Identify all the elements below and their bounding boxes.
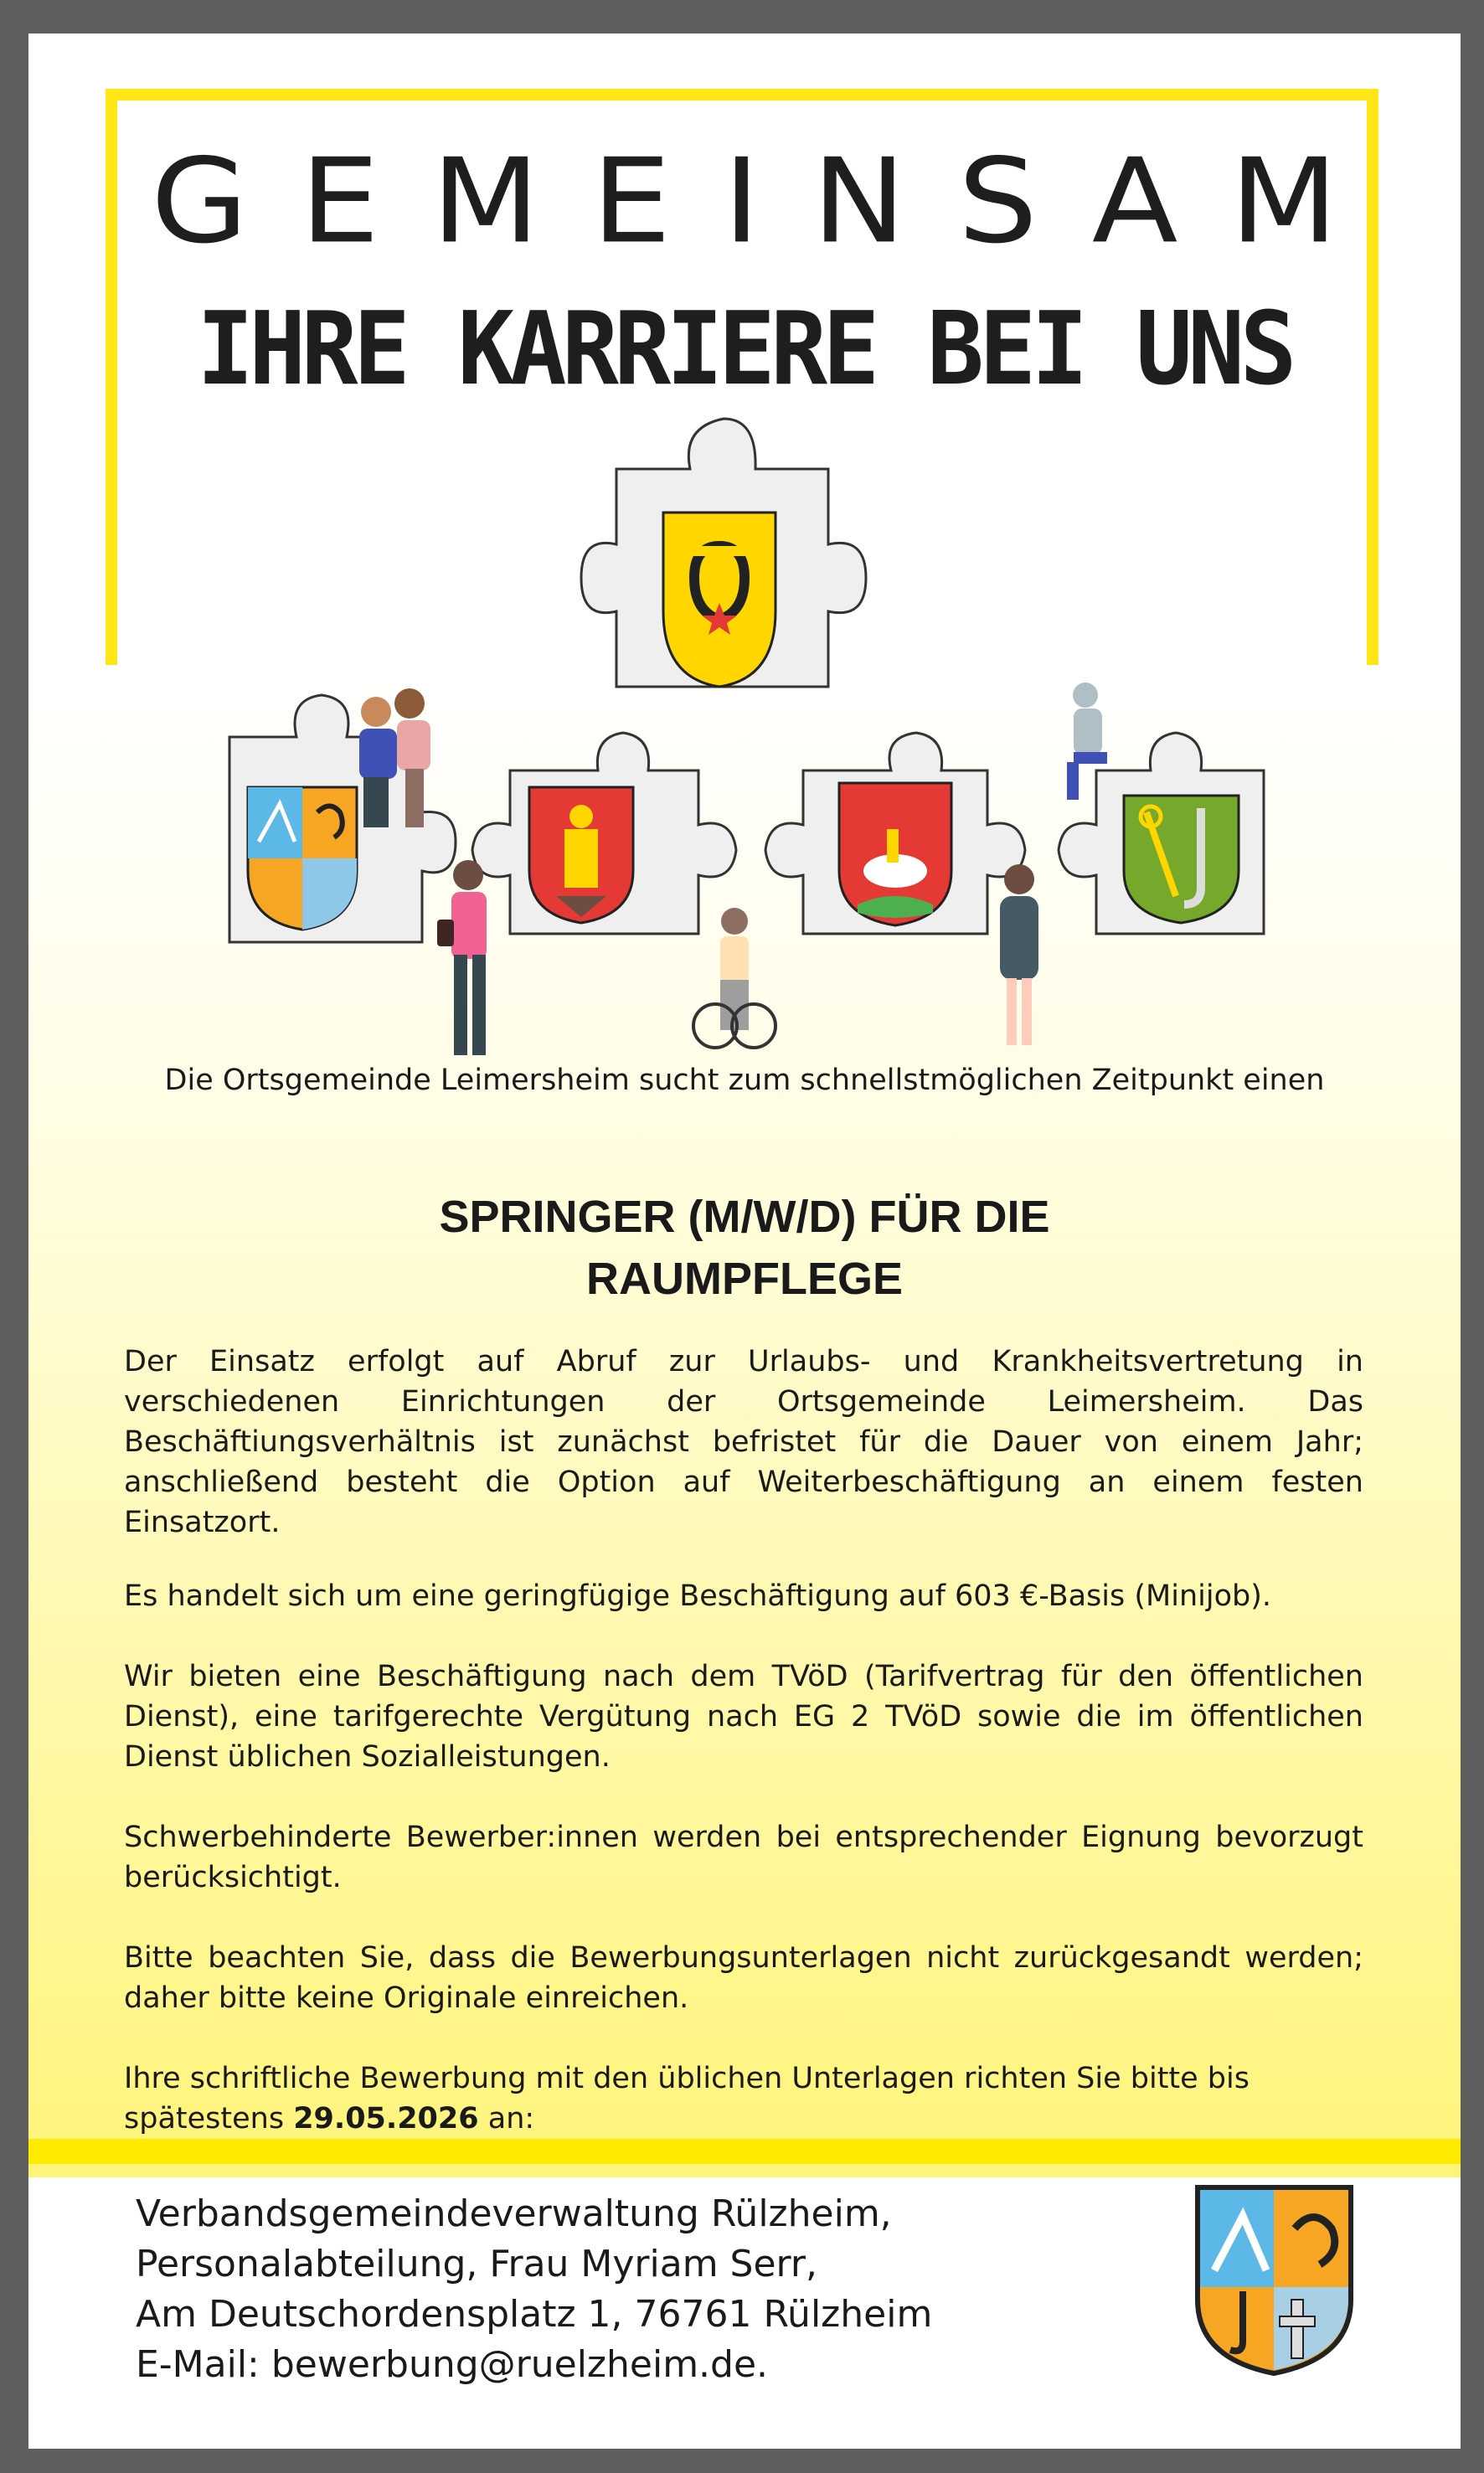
address-line-3: Am Deutschordensplatz 1, 76761 Rülzheim xyxy=(136,2293,933,2336)
paragraph-disability: Schwerbehinderte Bewerber:innen werden bei entsprechender Eignung bevorzugt berücksichtigt. xyxy=(124,1821,1363,1894)
wheelchair-user-figure xyxy=(693,908,775,1048)
rider-crest-icon xyxy=(839,783,951,925)
contact-address xyxy=(136,2189,932,2390)
paragraph-documents: Bitte beachten Sie, dass die Bewerbungsunterlagen nicht zurückgesandt werden; daher bitte keine Originale einreichen. xyxy=(124,1941,1363,2015)
address-line-2: Personalabteilung, Frau Myriam Serr, xyxy=(136,2243,817,2285)
puzzle-piece-rider xyxy=(765,733,1025,934)
horseshoe-crest-icon xyxy=(663,513,775,687)
woman-figure xyxy=(1000,864,1038,1045)
puzzle-illustration xyxy=(28,33,1461,1055)
yellow-divider-band xyxy=(28,2139,1461,2164)
paragraph-assignment: Der Einsatz erfolgt auf Abruf zur Urlaubs- und Krankheitsvertretung in verschiedenen Einrichtungen der Ortsgemeinde Leimersheim. Das Beschäftiungsverhältnis ist zunächst befristet für die Dauer von einem Jahr; anschließend besteht die Option auf Weiterbeschäftigung an einem festen Einsatzort. xyxy=(124,1345,1363,1539)
puzzle-piece-horseshoe xyxy=(581,419,866,687)
address-email[interactable]: E-Mail: bewerbung@ruelzheim.de. xyxy=(136,2343,769,2386)
puzzle-piece-saint xyxy=(472,733,736,934)
job-title xyxy=(28,1186,1461,1310)
crozier-crest-icon xyxy=(1124,796,1239,923)
intro-text: Die Ortsgemeinde Leimersheim sucht zum schnellstmöglichen Zeitpunkt einen xyxy=(164,1064,1325,1097)
headline-subtitle: IHRE KARRIERE BEI UNS xyxy=(197,291,1292,408)
job-poster xyxy=(28,33,1461,2449)
headline-title: GEMEINSAM xyxy=(151,134,1390,270)
saint-crest-icon xyxy=(529,787,633,923)
ruelzheim-crest-icon xyxy=(1193,2182,1356,2379)
deadline-suffix: an: xyxy=(478,2102,535,2136)
deadline-date: 29.05.2026 xyxy=(293,2102,479,2136)
paragraph-minijob: Es handelt sich um eine geringfügige Beschäftigung auf 603 €-Basis (Minijob). xyxy=(124,1579,1271,1613)
paragraph-deadline xyxy=(124,2058,1363,2139)
job-title-line1: SPRINGER (M/W/D) FÜR DIE xyxy=(439,1192,1050,1242)
ruelzheim-crest-small-icon xyxy=(248,787,357,930)
deadline-line1: Ihre schriftliche Bewerbung mit den üblichen Unterlagen richten Sie bitte bis xyxy=(124,2062,1250,2095)
address-line-1: Verbandsgemeindeverwaltung Rülzheim, xyxy=(136,2192,892,2235)
job-title-line2: RAUMPFLEGE xyxy=(586,1254,903,1304)
paragraph-offer: Wir bieten eine Beschäftigung nach dem TVöD (Tarifvertrag für den öffentlichen Dienst), eine tarifgerechte Vergütung nach EG 2 TVöD sowie die im öffentlichen Dienst üblichen Sozialleistungen. xyxy=(124,1660,1363,1774)
deadline-prefix: spätestens xyxy=(124,2102,294,2136)
man-with-bag-figure xyxy=(437,860,487,1055)
